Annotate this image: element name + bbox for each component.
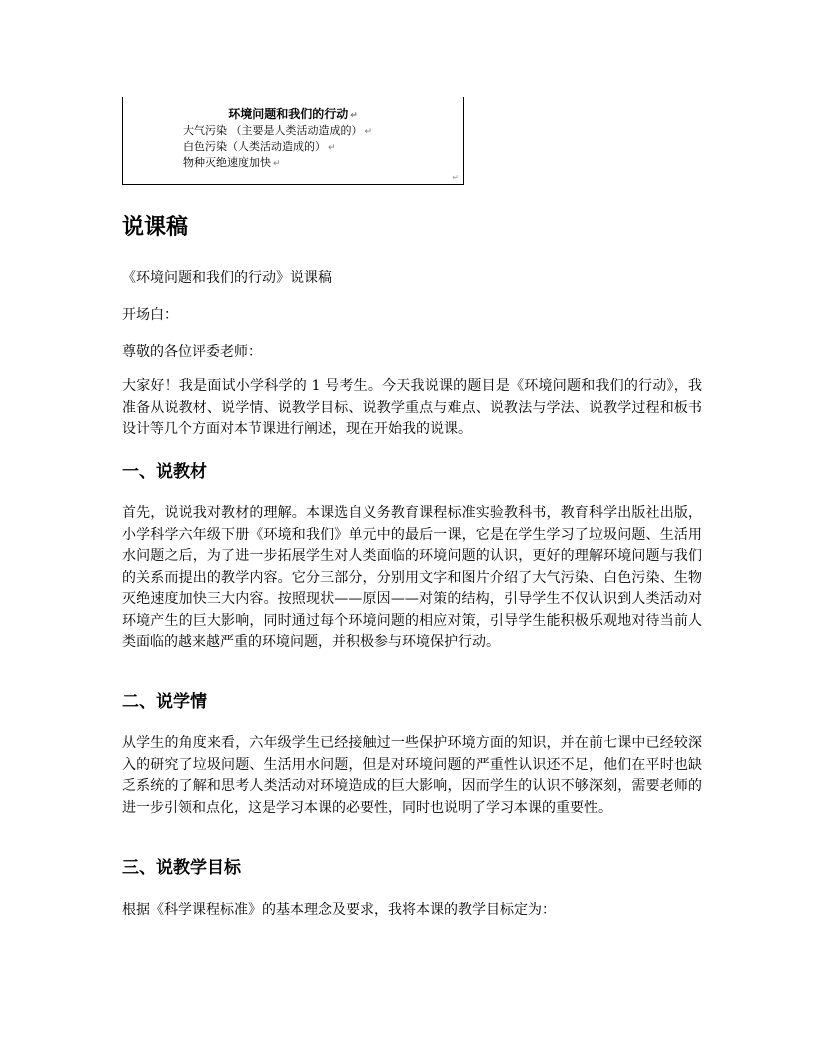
intro-paragraph: 大家好！我是面试小学科学的 1 号考生。今天我说课的题目是《环境问题和我们的行动》，我准备从说教材、说学情、说教学目标、说教学重点与难点、说教法与学法、说教学过程和板书设计等几个方面对本节课进行阐述，现在开始我的说课。 [122,378,702,437]
section-heading-students: 二、说学情 [122,692,207,712]
board-line-3 [183,156,281,171]
document-title: 说课稿 [122,215,189,240]
greeting: 尊敬的各位评委老师： [122,344,262,360]
section-body-objectives: 根据《科学课程标准》的基本理念及要求，我将本课的教学目标定为： [122,902,556,918]
section-heading-objectives: 三、说教学目标 [122,858,241,878]
board-title [123,107,463,123]
board-line-3-text: 物种灭绝速度加快 [183,156,271,169]
cell-end-mark-icon: ↵ [452,173,459,182]
opening-label: 开场白： [122,307,178,323]
paragraph-mark-icon: ↵ [364,127,373,137]
section-body-students: 从学生的角度来看，六年级学生已经接触过一些保护环境方面的知识，并在前七课中已经较深入的研究了垃圾问题、生活用水问题，但是对环境问题的严重性认识还不足，他们在平时也缺乏系统的了解和思考人类活动对环境造成的巨大影响，因而学生的认识不够深刻，需要老师的进一步引领和点化，这是学习本课的必要性，同时也说明了学习本课的重要性。 [122,735,702,816]
board-line-2-text: 白色污染（人类活动造成的） [183,140,326,153]
section-heading-textbook: 一、说教材 [122,462,207,482]
paragraph-mark-icon: ↵ [328,143,336,153]
board-design-box [122,97,464,185]
board-line-2 [183,140,336,155]
board-title-text: 环境问题和我们的行动 [228,107,349,121]
section-body-textbook: 首先，说说我对教材的理解。本课选自义务教育课程标准实验教科书，教育科学出版社出版，小学科学六年级下册《环境和我们》单元中的最后一课，它是在学生学习了垃圾问题、生活用水问题之后，为了进一步拓展学生对人类面临的环境问题的认识，更好的理解环境问题与我们的关系而提出的教学内容。它分三部分，分别用文字和图片介绍了大气污染、白色污染、生物灭绝速度加快三大内容。按照现状——原因——对策的结构，引导学生不仅认识到人类活动对环境产生的巨大影响，同时通过每个环境问题的相应对策，引导学生能积极乐观地对待当前人类面临的越来越严重的环境问题，并积极参与环境保护行动。 [122,505,702,650]
paragraph-mark-icon: ↵ [273,159,281,169]
board-line-1-text: 大气污染 （主要是人类活动造成的） [183,124,363,137]
document-subtitle: 《环境问题和我们的行动》说课稿 [122,270,332,286]
board-line-1 [183,124,372,139]
paragraph-mark-icon: ↵ [350,111,358,121]
